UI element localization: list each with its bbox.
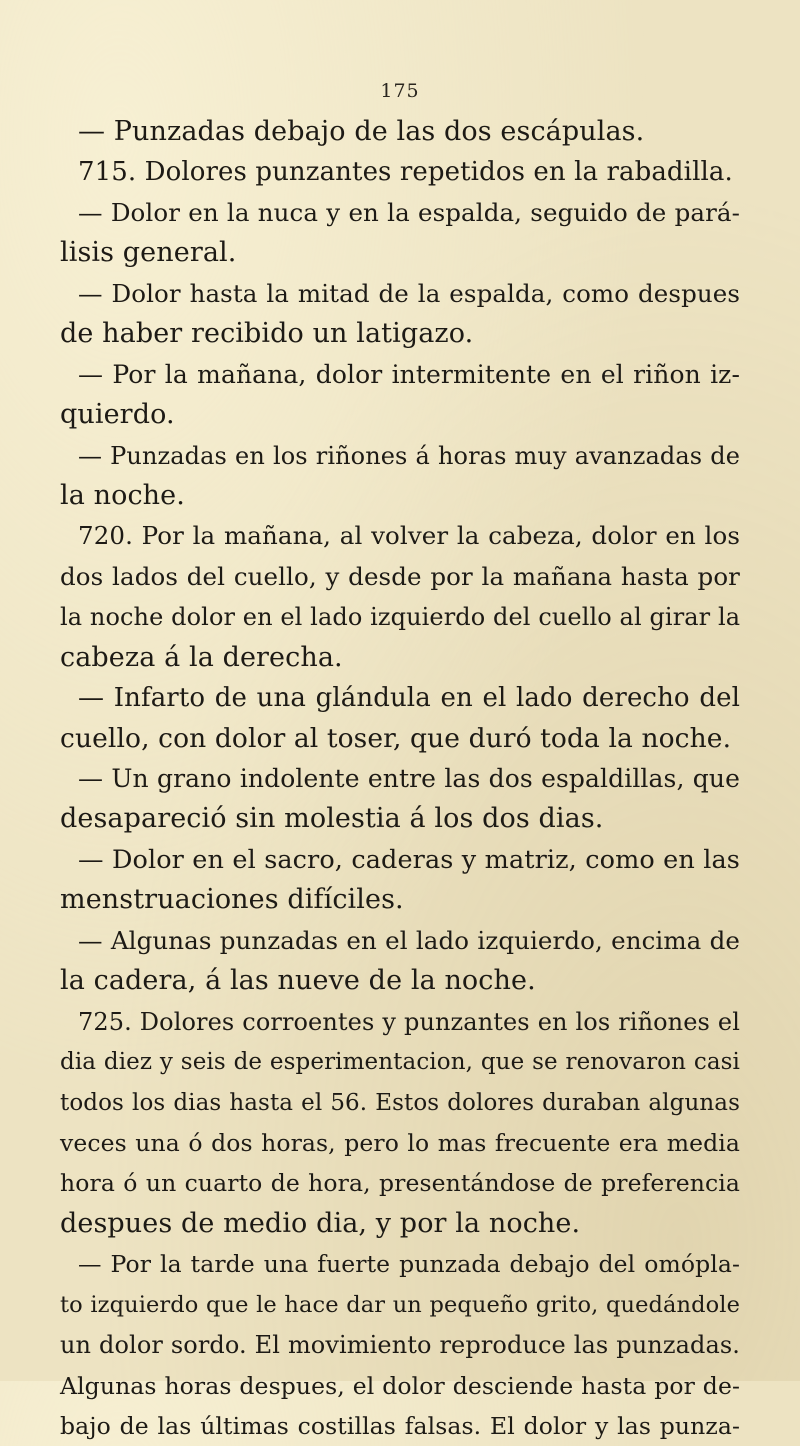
text-line: to izquierdo que le hace dar un pequeño grito, quedándole — [60, 1291, 740, 1318]
text-line: la noche dolor en el lado izquierdo del cuello al girar la — [60, 603, 741, 632]
text-line: la noche. — [60, 479, 185, 511]
text-line: — Punzadas debajo de las dos escápulas. — [78, 116, 645, 147]
text-line: — Punzadas en los riñones á horas muy avanzadas de — [78, 441, 740, 470]
text-line: — Un grano indolente entre las dos espaldillas, que — [78, 764, 740, 793]
text-line: de haber recibido un latigazo. — [60, 318, 474, 350]
text-line: — Por la mañana, dolor intermitente en el riñon iz- — [78, 359, 740, 389]
text-line: 720. Por la mañana, al volver la cabeza, dolor en los — [78, 521, 740, 551]
text-line: desapareció sin molestia á los dos dias. — [60, 803, 604, 835]
text-line: 715. Dolores punzantes repetidos en la rabadilla. — [78, 157, 733, 188]
text-line: — Algunas punzadas en el lado izquierdo, encima de — [78, 925, 740, 955]
text-line: un dolor sordo. El movimiento reproduce las punzadas. — [60, 1331, 740, 1360]
text-line: Algunas horas despues, el dolor desciende hasta por de- — [60, 1371, 740, 1400]
text-line: despues de medio dia, y por la noche. — [60, 1207, 581, 1239]
text-line: — Por la tarde una fuerte punzada debajo del omópla- — [78, 1250, 740, 1279]
text-line: quierdo. — [60, 399, 175, 431]
text-line: — Dolor hasta la mitad de la espalda, como despues — [78, 278, 740, 308]
text-line: cabeza á la derecha. — [60, 641, 343, 673]
text-line: dos lados del cuello, y desde por la mañana hasta por — [60, 561, 740, 591]
text-line: la cadera, á las nueve de la noche. — [60, 965, 536, 997]
text-line: lisis general. — [60, 237, 237, 269]
text-line: veces una ó dos horas, pero lo mas frecuente era media — [60, 1128, 740, 1157]
text-line: bajo de las últimas costillas falsas. El dolor y las punza- — [60, 1412, 740, 1440]
text-line: — Infarto de una glándula en el lado derecho del — [78, 683, 740, 714]
page-text — [60, 112, 740, 1446]
text-line: todos los dias hasta el 56. Estos dolores duraban algunas — [60, 1089, 740, 1116]
text-line: hora ó un cuarto de hora, presentándose de preferencia — [60, 1169, 740, 1198]
text-line: 725. Dolores corroentes y punzantes en los riñones el — [78, 1007, 740, 1036]
text-line: cuello, con dolor al toser, que duró toda la noche. — [60, 722, 732, 754]
text-line: — Dolor en el sacro, caderas y matriz, como en las — [78, 844, 740, 875]
text-line: dia diez y seis de esperimentacion, que se renovaron casi — [60, 1049, 740, 1076]
text-line: — Dolor en la nuca y en la espalda, seguido de pará- — [78, 197, 740, 227]
text-line: menstruaciones difíciles. — [60, 884, 404, 916]
page-number: 175 — [380, 80, 420, 102]
